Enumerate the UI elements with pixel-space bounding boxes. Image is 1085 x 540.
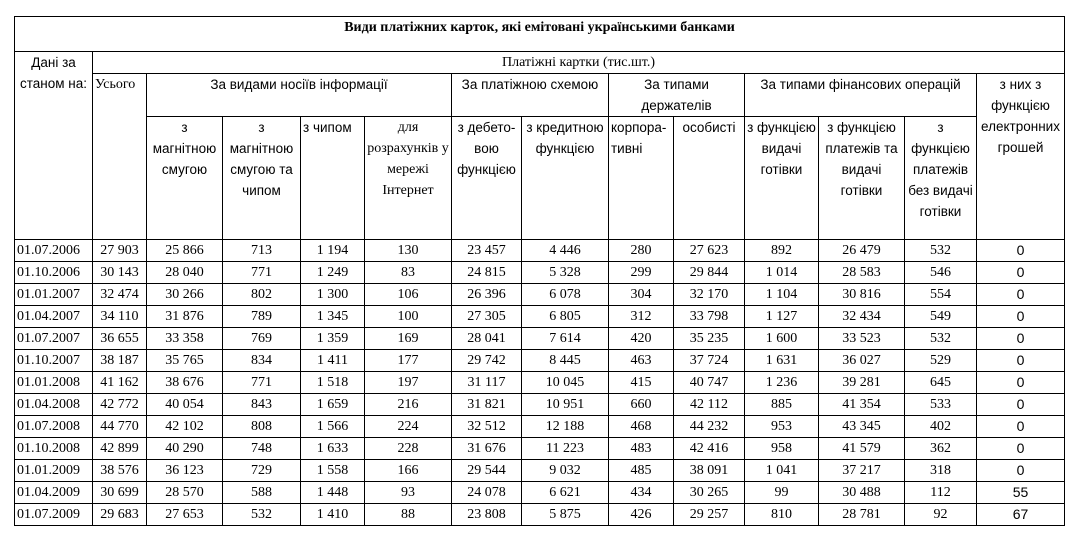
cell-value[interactable]: 318 <box>905 460 977 482</box>
header-date: Дані за станом на: <box>15 52 93 240</box>
cell-value[interactable]: 41 354 <box>819 394 905 416</box>
cell-value[interactable]: 771 <box>223 262 301 284</box>
header-group-scheme: За платіжною схемою <box>452 74 609 117</box>
cell-value[interactable]: 0 <box>977 372 1065 394</box>
cell-value[interactable]: 33 358 <box>147 328 223 350</box>
cell-value[interactable]: 892 <box>745 240 819 262</box>
cell-value[interactable]: 771 <box>223 372 301 394</box>
cell-value[interactable]: 483 <box>609 438 674 460</box>
table-row <box>15 482 1065 504</box>
cell-value[interactable]: 5 875 <box>522 504 609 526</box>
cell-value[interactable]: 42 899 <box>93 438 147 460</box>
cell-value[interactable]: 312 <box>609 306 674 328</box>
cell-value[interactable]: 93 <box>365 482 452 504</box>
cell-value[interactable]: 112 <box>905 482 977 504</box>
cell-value[interactable]: 1 600 <box>745 328 819 350</box>
cell-value[interactable]: 789 <box>223 306 301 328</box>
cell-date[interactable]: 01.10.2008 <box>15 438 93 460</box>
cell-value[interactable]: 30 816 <box>819 284 905 306</box>
cell-date[interactable]: 01.01.2008 <box>15 372 93 394</box>
cell-value[interactable]: 6 621 <box>522 482 609 504</box>
cell-value[interactable]: 31 876 <box>147 306 223 328</box>
cell-value[interactable]: 55 <box>977 482 1065 504</box>
cell-value[interactable]: 1 345 <box>301 306 365 328</box>
cell-value[interactable]: 23 808 <box>452 504 522 526</box>
header-sub: з функцією платежів та видачі готівки <box>819 117 905 240</box>
cell-value[interactable]: 99 <box>745 482 819 504</box>
cell-value[interactable]: 0 <box>977 438 1065 460</box>
table-row <box>15 438 1065 460</box>
header-sub: з дебето-вою функцією <box>452 117 522 240</box>
cell-value[interactable]: 31 821 <box>452 394 522 416</box>
cell-value[interactable]: 0 <box>977 240 1065 262</box>
header-sub: з магнітною смугою та чипом <box>223 117 301 240</box>
cell-value[interactable]: 67 <box>977 504 1065 526</box>
cell-value[interactable]: 588 <box>223 482 301 504</box>
cell-value[interactable]: 28 781 <box>819 504 905 526</box>
cell-value[interactable]: 1 411 <box>301 350 365 372</box>
cell-value[interactable]: 1 014 <box>745 262 819 284</box>
cell-value[interactable]: 802 <box>223 284 301 306</box>
cell-value[interactable]: 32 434 <box>819 306 905 328</box>
cell-value[interactable]: 28 570 <box>147 482 223 504</box>
cell-date[interactable]: 01.04.2009 <box>15 482 93 504</box>
cell-value[interactable]: 100 <box>365 306 452 328</box>
cell-value[interactable]: 549 <box>905 306 977 328</box>
cell-value[interactable]: 0 <box>977 306 1065 328</box>
cell-value[interactable]: 843 <box>223 394 301 416</box>
cell-value[interactable]: 1 659 <box>301 394 365 416</box>
header-sub: з функцією видачі готівки <box>745 117 819 240</box>
table-row <box>15 328 1065 350</box>
cell-date[interactable]: 01.04.2008 <box>15 394 93 416</box>
cell-value[interactable]: 27 305 <box>452 306 522 328</box>
cell-value[interactable]: 808 <box>223 416 301 438</box>
cell-value[interactable]: 713 <box>223 240 301 262</box>
cell-value[interactable]: 1 300 <box>301 284 365 306</box>
cell-value[interactable]: 7 614 <box>522 328 609 350</box>
header-sub: особисті <box>674 117 745 240</box>
cell-value[interactable]: 37 724 <box>674 350 745 372</box>
cell-value[interactable]: 280 <box>609 240 674 262</box>
header-group-holders: За типами держателів <box>609 74 745 117</box>
cell-value[interactable]: 0 <box>977 416 1065 438</box>
payment-cards-table <box>14 16 1065 526</box>
cell-value[interactable]: 36 655 <box>93 328 147 350</box>
cell-date[interactable]: 01.07.2006 <box>15 240 93 262</box>
table-row <box>15 460 1065 482</box>
cell-value[interactable]: 420 <box>609 328 674 350</box>
cell-value[interactable]: 92 <box>905 504 977 526</box>
cell-value[interactable]: 299 <box>609 262 674 284</box>
cell-value[interactable]: 645 <box>905 372 977 394</box>
cell-value[interactable]: 9 032 <box>522 460 609 482</box>
cell-value[interactable]: 1 566 <box>301 416 365 438</box>
cell-value[interactable]: 166 <box>365 460 452 482</box>
cell-value[interactable]: 426 <box>609 504 674 526</box>
cell-value[interactable]: 0 <box>977 460 1065 482</box>
cell-value[interactable]: 83 <box>365 262 452 284</box>
cell-value[interactable]: 24 078 <box>452 482 522 504</box>
cell-value[interactable]: 1 518 <box>301 372 365 394</box>
cell-value[interactable]: 197 <box>365 372 452 394</box>
cell-value[interactable]: 35 765 <box>147 350 223 372</box>
cell-value[interactable]: 1 359 <box>301 328 365 350</box>
cell-value[interactable]: 532 <box>905 328 977 350</box>
cell-value[interactable]: 24 815 <box>452 262 522 284</box>
cell-value[interactable]: 38 187 <box>93 350 147 372</box>
header-sub: з чипом <box>301 117 365 240</box>
cell-value[interactable]: 26 396 <box>452 284 522 306</box>
cell-value[interactable]: 11 223 <box>522 438 609 460</box>
cell-value[interactable]: 1 236 <box>745 372 819 394</box>
cell-value[interactable]: 38 091 <box>674 460 745 482</box>
cell-value[interactable]: 5 328 <box>522 262 609 284</box>
cell-date[interactable]: 01.04.2007 <box>15 306 93 328</box>
cell-value[interactable]: 6 805 <box>522 306 609 328</box>
cell-value[interactable]: 32 170 <box>674 284 745 306</box>
cell-date[interactable]: 01.10.2006 <box>15 262 93 284</box>
table-row <box>15 262 1065 284</box>
header-emoney: з них з функцією електронних грошей <box>977 74 1065 240</box>
table-row <box>15 306 1065 328</box>
cell-value[interactable]: 4 446 <box>522 240 609 262</box>
cell-value[interactable]: 1 127 <box>745 306 819 328</box>
cell-date[interactable]: 01.01.2009 <box>15 460 93 482</box>
cell-value[interactable]: 25 866 <box>147 240 223 262</box>
cell-value[interactable]: 468 <box>609 416 674 438</box>
cell-value[interactable]: 415 <box>609 372 674 394</box>
cell-value[interactable]: 362 <box>905 438 977 460</box>
cell-value[interactable]: 27 623 <box>674 240 745 262</box>
cell-value[interactable]: 31 117 <box>452 372 522 394</box>
cell-value[interactable]: 769 <box>223 328 301 350</box>
cell-value[interactable]: 216 <box>365 394 452 416</box>
cell-value[interactable]: 43 345 <box>819 416 905 438</box>
cell-date[interactable]: 01.10.2007 <box>15 350 93 372</box>
cell-value[interactable]: 29 742 <box>452 350 522 372</box>
cell-value[interactable]: 29 683 <box>93 504 147 526</box>
cell-value[interactable]: 39 281 <box>819 372 905 394</box>
cell-value[interactable]: 28 041 <box>452 328 522 350</box>
cell-value[interactable]: 42 112 <box>674 394 745 416</box>
cell-value[interactable]: 26 479 <box>819 240 905 262</box>
cell-value[interactable]: 29 544 <box>452 460 522 482</box>
cell-value[interactable]: 88 <box>365 504 452 526</box>
cell-value[interactable]: 12 188 <box>522 416 609 438</box>
table-row <box>15 416 1065 438</box>
table-title: Види платіжних карток, які емітовані українськими банками <box>15 17 1065 52</box>
cell-value[interactable]: 41 579 <box>819 438 905 460</box>
cell-value[interactable]: 0 <box>977 328 1065 350</box>
cell-value[interactable]: 32 512 <box>452 416 522 438</box>
table-row <box>15 504 1065 526</box>
cell-value[interactable]: 224 <box>365 416 452 438</box>
cell-value[interactable]: 958 <box>745 438 819 460</box>
cell-value[interactable]: 0 <box>977 262 1065 284</box>
cell-value[interactable]: 28 040 <box>147 262 223 284</box>
cell-value[interactable]: 42 102 <box>147 416 223 438</box>
cell-value[interactable]: 40 747 <box>674 372 745 394</box>
cell-value[interactable]: 30 488 <box>819 482 905 504</box>
cell-value[interactable]: 106 <box>365 284 452 306</box>
cell-value[interactable]: 29 257 <box>674 504 745 526</box>
cell-date[interactable]: 01.01.2007 <box>15 284 93 306</box>
cell-value[interactable]: 29 844 <box>674 262 745 284</box>
cell-value[interactable]: 44 770 <box>93 416 147 438</box>
cell-value[interactable]: 0 <box>977 350 1065 372</box>
cell-value[interactable]: 10 045 <box>522 372 609 394</box>
table-row <box>15 350 1065 372</box>
cell-value[interactable]: 34 110 <box>93 306 147 328</box>
cell-value[interactable]: 1 633 <box>301 438 365 460</box>
cell-value[interactable]: 30 143 <box>93 262 147 284</box>
cell-value[interactable]: 177 <box>365 350 452 372</box>
header-sub: для розрахунків у мережі Інтернет <box>365 117 452 240</box>
cell-value[interactable]: 748 <box>223 438 301 460</box>
cell-value[interactable]: 533 <box>905 394 977 416</box>
cell-value[interactable]: 1 249 <box>301 262 365 284</box>
cell-value[interactable]: 169 <box>365 328 452 350</box>
header-total: Усього <box>93 74 147 240</box>
cell-value[interactable]: 27 653 <box>147 504 223 526</box>
cell-value[interactable]: 6 078 <box>522 284 609 306</box>
cell-value[interactable]: 1 631 <box>745 350 819 372</box>
cell-value[interactable]: 37 217 <box>819 460 905 482</box>
table-row <box>15 372 1065 394</box>
cell-value[interactable]: 33 523 <box>819 328 905 350</box>
cell-value[interactable]: 44 232 <box>674 416 745 438</box>
cell-value[interactable]: 30 265 <box>674 482 745 504</box>
cell-value[interactable]: 402 <box>905 416 977 438</box>
cell-value[interactable]: 810 <box>745 504 819 526</box>
cell-value[interactable]: 1 410 <box>301 504 365 526</box>
cell-value[interactable]: 30 699 <box>93 482 147 504</box>
cell-value[interactable]: 546 <box>905 262 977 284</box>
cell-value[interactable]: 953 <box>745 416 819 438</box>
cell-value[interactable]: 41 162 <box>93 372 147 394</box>
cell-value[interactable]: 36 123 <box>147 460 223 482</box>
cell-value[interactable]: 434 <box>609 482 674 504</box>
cell-value[interactable]: 463 <box>609 350 674 372</box>
cell-value[interactable]: 42 416 <box>674 438 745 460</box>
cell-date[interactable]: 01.07.2009 <box>15 504 93 526</box>
cell-value[interactable]: 38 676 <box>147 372 223 394</box>
table-row <box>15 284 1065 306</box>
cell-value[interactable]: 554 <box>905 284 977 306</box>
cell-value[interactable]: 8 445 <box>522 350 609 372</box>
cell-value[interactable]: 31 676 <box>452 438 522 460</box>
cell-value[interactable]: 660 <box>609 394 674 416</box>
cell-value[interactable]: 33 798 <box>674 306 745 328</box>
cell-value[interactable]: 27 903 <box>93 240 147 262</box>
cell-value[interactable]: 28 583 <box>819 262 905 284</box>
cell-value[interactable]: 0 <box>977 394 1065 416</box>
cell-value[interactable]: 0 <box>977 284 1065 306</box>
header-sub: корпора-тивні <box>609 117 674 240</box>
cell-value[interactable]: 304 <box>609 284 674 306</box>
cell-value[interactable]: 834 <box>223 350 301 372</box>
cell-value[interactable]: 1 194 <box>301 240 365 262</box>
cell-value[interactable]: 36 027 <box>819 350 905 372</box>
table-row <box>15 240 1065 262</box>
cell-value[interactable]: 10 951 <box>522 394 609 416</box>
header-group-ops: За типами фінансових операцій <box>745 74 977 117</box>
cell-value[interactable]: 532 <box>223 504 301 526</box>
header-sub: з магнітною смугою <box>147 117 223 240</box>
cell-date[interactable]: 01.07.2008 <box>15 416 93 438</box>
header-group-media: За видами носіїв інформації <box>147 74 452 117</box>
cell-value[interactable]: 38 576 <box>93 460 147 482</box>
cell-value[interactable]: 1 041 <box>745 460 819 482</box>
cell-value[interactable]: 1 448 <box>301 482 365 504</box>
cell-value[interactable]: 40 290 <box>147 438 223 460</box>
table-body <box>15 240 1065 526</box>
cell-value[interactable]: 40 054 <box>147 394 223 416</box>
header-sub: з функцією платежів без видачі готівки <box>905 117 977 240</box>
cell-value[interactable]: 1 558 <box>301 460 365 482</box>
table-row <box>15 394 1065 416</box>
cell-date[interactable]: 01.07.2007 <box>15 328 93 350</box>
cell-value[interactable]: 1 104 <box>745 284 819 306</box>
cell-value[interactable]: 130 <box>365 240 452 262</box>
cell-value[interactable]: 228 <box>365 438 452 460</box>
header-main-group: Платіжні картки (тис.шт.) <box>93 52 1065 74</box>
cell-value[interactable]: 35 235 <box>674 328 745 350</box>
header-sub: з кредитною функцією <box>522 117 609 240</box>
cell-value[interactable]: 729 <box>223 460 301 482</box>
cell-value[interactable]: 885 <box>745 394 819 416</box>
cell-value[interactable]: 485 <box>609 460 674 482</box>
cell-value[interactable]: 529 <box>905 350 977 372</box>
cell-value[interactable]: 30 266 <box>147 284 223 306</box>
cell-value[interactable]: 23 457 <box>452 240 522 262</box>
cell-value[interactable]: 532 <box>905 240 977 262</box>
cell-value[interactable]: 42 772 <box>93 394 147 416</box>
cell-value[interactable]: 32 474 <box>93 284 147 306</box>
